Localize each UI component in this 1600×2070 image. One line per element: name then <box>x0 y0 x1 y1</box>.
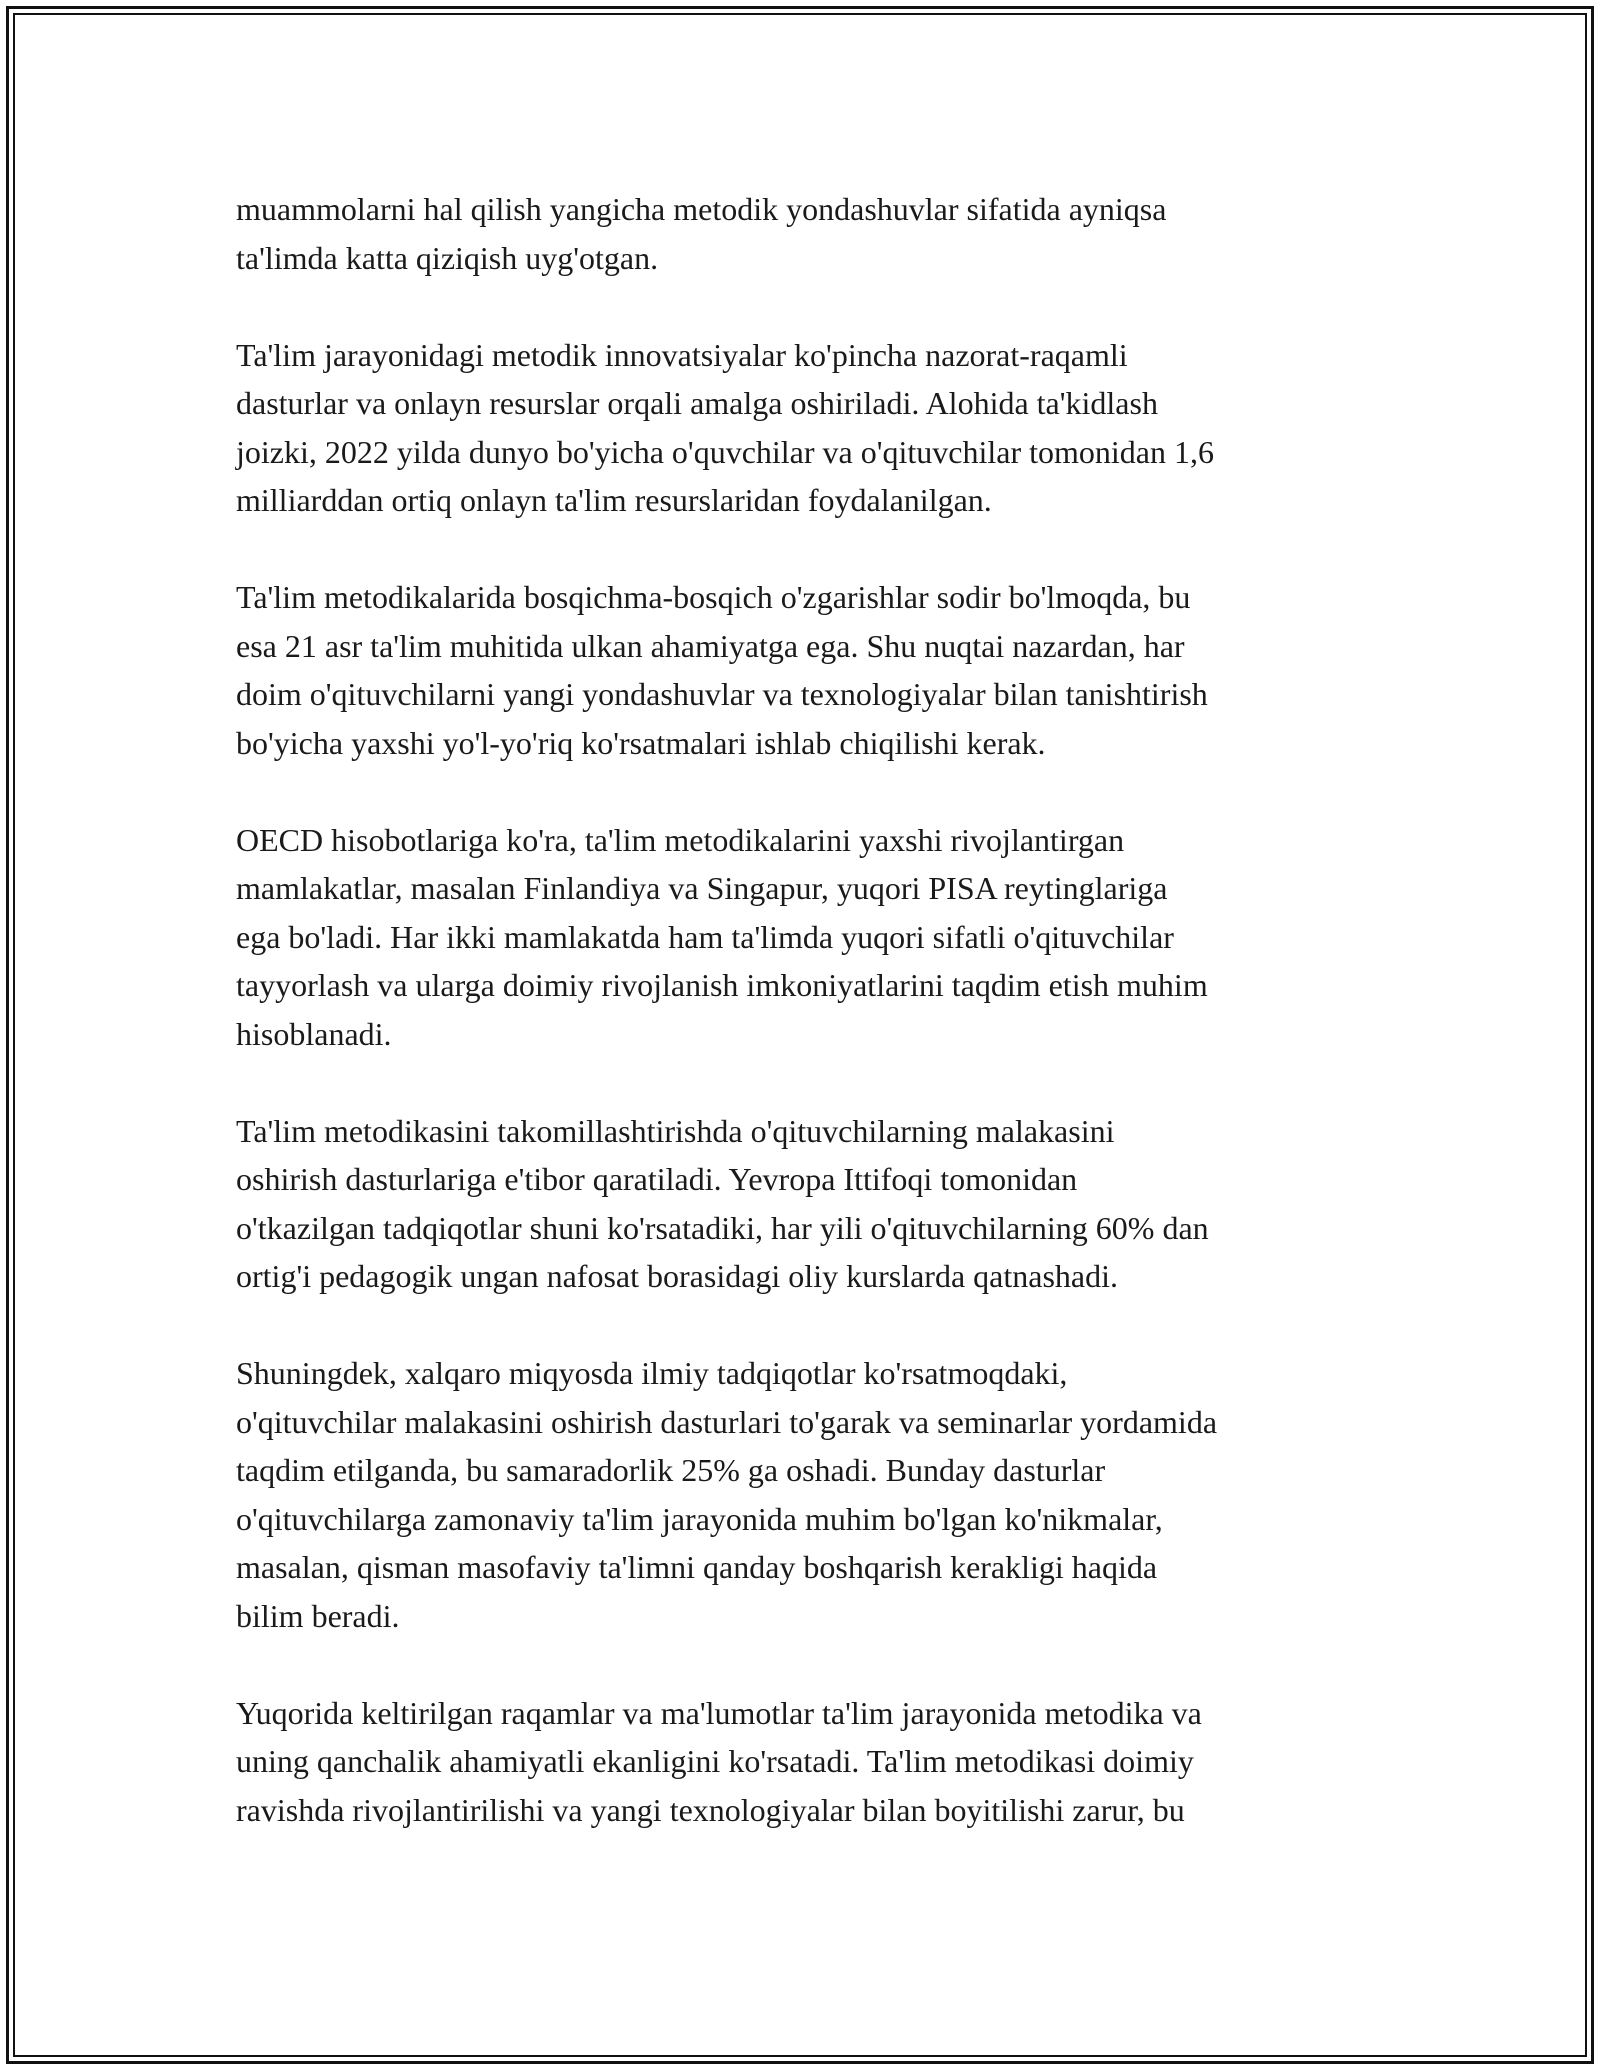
paragraph-1: muammolarni hal qilish yangicha metodik yondashuvlar sifatida ayniqsa ta'limda katta qiziqish uyg'otgan. <box>236 191 1167 276</box>
paragraph-5: Ta'lim metodikasini takomillashtirishda o'qituvchilarning malakasini oshirish dasturlariga e'tibor qaratiladi. Yevropa Ittifoqi tomonidan o'tkazilgan tadqiqotlar shuni ko'rsatadiki, har yili o'qituvchilarning 60% dan ortig'i pedagogik ungan nafosat borasidagi oliy kurslarda qatnashadi. <box>236 1112 1209 1294</box>
paragraph-2: Ta'lim jarayonidagi metodik innovatsiyalar ko'pincha nazorat-raqamli dasturlar va onlayn resurslar orqali amalga oshiriladi. Alohida ta'kidlash joizki, 2022 yilda dunyo bo'yicha o'quvchilar va o'qituvchilar tomonidan 1,6 milliarddan ortiq onlayn ta'lim resurslaridan foydalanilgan. <box>236 336 1214 518</box>
document-body <box>236 185 1366 1883</box>
paragraph-3: Ta'lim metodikalarida bosqichma-bosqich o'zgarishlar sodir bo'lmoqda, bu esa 21 asr ta'lim muhitida ulkan ahamiyatga ega. Shu nuqtai nazardan, har doim o'qituvchilarni yangi yondashuvlar va texnologiyalar bilan tanishtirish bo'yicha yaxshi yo'l-yo'riq ko'rsatmalari ishlab chiqilishi kerak. <box>236 579 1208 761</box>
paragraph-6: Shuningdek, xalqaro miqyosda ilmiy tadqiqotlar ko'rsatmoqdaki, o'qituvchilar malakasini oshirish dasturlari to'garak va seminarlar yordamida taqdim etilganda, bu samaradorlik 25% ga oshadi. Bunday dasturlar o'qituvchilarga zamonaviy ta'lim jarayonida muhim bo'lgan ko'nikmalar, masalan, qisman masofaviy ta'limni qanday boshqarish kerakligi haqida bilim beradi. <box>236 1355 1218 1634</box>
paragraph-4: OECD hisobotlariga ko'ra, ta'lim metodikalarini yaxshi rivojlantirgan mamlakatlar, masalan Finlandiya va Singapur, yuqori PISA reytinglariga ega bo'ladi. Har ikki mamlakatda ham ta'limda yuqori sifatli o'qituvchilar tayyorlash va ularga doimiy rivojlanish imkoniyatlarini taqdim etish muhim hisoblanadi. <box>236 821 1208 1052</box>
paragraph-7: Yuqorida keltirilgan raqamlar va ma'lumotlar ta'lim jarayonida metodika va uning qanchalik ahamiyatli ekanligini ko'rsatadi. Ta'lim metodikasi doimiy ravishda rivojlantirilishi va yangi texnologiyalar bilan boyitilishi zarur, bu <box>236 1694 1202 1828</box>
